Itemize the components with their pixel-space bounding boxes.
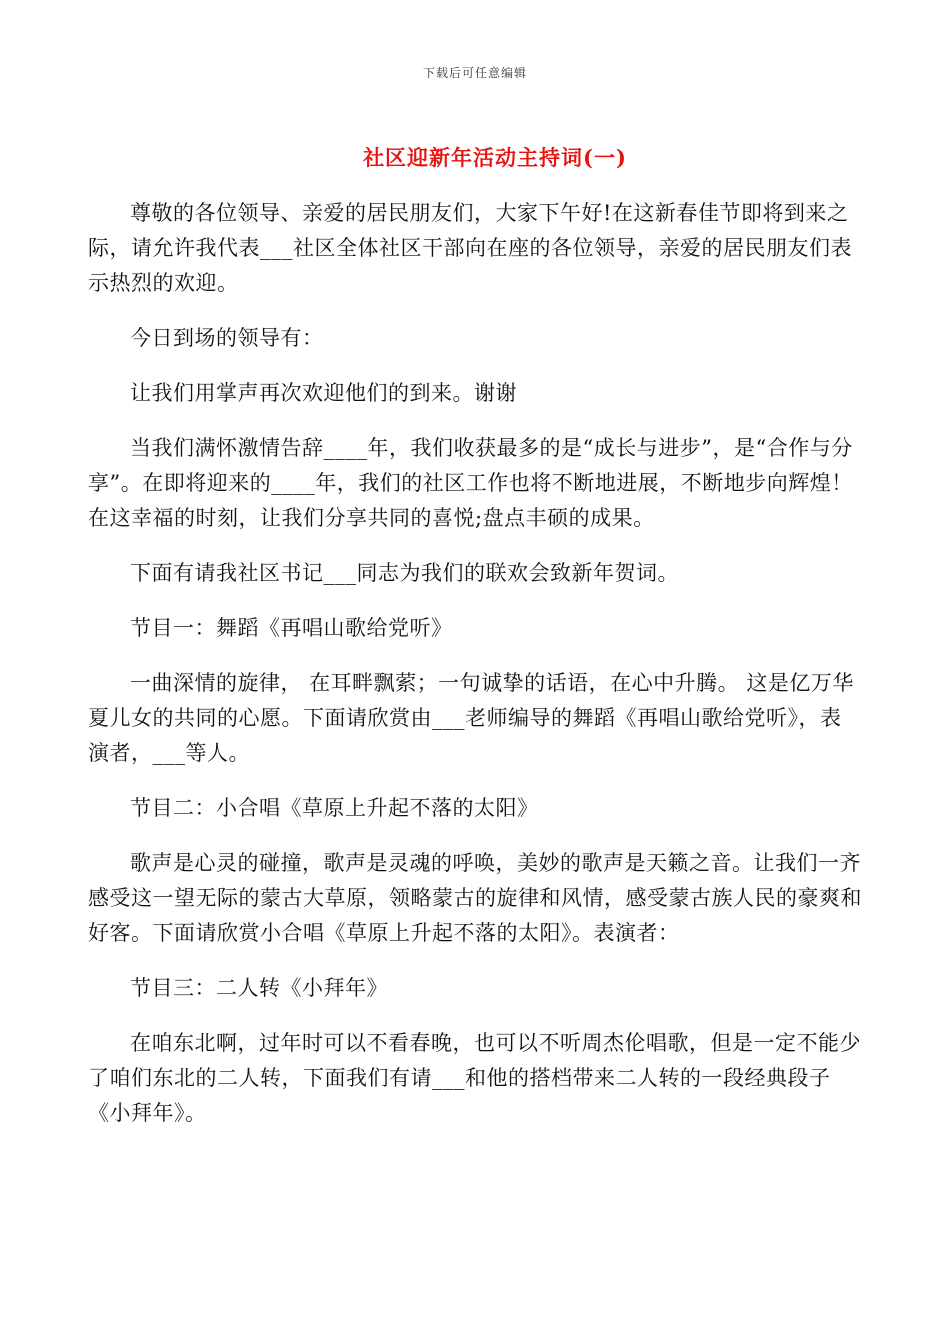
program-one-intro: 一曲深情的旋律， 在耳畔飘萦；一句诚挚的话语，在心中升腾。 这是亿万华夏儿女的共同的心愿。下面请欣赏由___老师编导的舞蹈《再唱山歌给党听》，表演者，___等人。	[88, 671, 854, 765]
program-three-intro: 在咱东北啊，过年时可以不看春晚，也可以不听周杰伦唱歌，但是一定不能少了咱们东北的二人转，下面我们有请___和他的搭档带来二人转的一段经典段子《小拜年》。	[88, 1031, 861, 1125]
program-three-heading: 节目三：二人转《小拜年》	[130, 976, 388, 1000]
paragraph-year-review: 当我们满怀激情告辞____年，我们收获最多的是“成长与进步”，是“合作与分享”。在即将迎来的____年，我们的社区工作也将不断地进展，不断地步向辉煌！在这幸福的时刻，让我们分享共同的喜悦;盘点丰硕的成果。	[88, 436, 853, 530]
paragraph-secretary: 下面有请我社区书记___同志为我们的联欢会致新年贺词。	[130, 561, 679, 585]
program-two-heading: 节目二：小合唱《草原上升起不落的太阳》	[130, 796, 539, 820]
document-title: 社区迎新年活动主持词(一)	[363, 145, 627, 170]
paragraph-leaders: 今日到场的领导有：	[130, 326, 324, 350]
header-note: 下载后可任意编辑	[422, 66, 527, 80]
program-one-heading: 节目一：舞蹈《再唱山歌给党听》	[130, 616, 453, 640]
document-body	[88, 196, 862, 1151]
paragraph-applause: 让我们用掌声再次欢迎他们的到来。谢谢	[130, 381, 517, 405]
paragraph-welcome: 尊敬的各位领导、亲爱的居民朋友们，大家下午好!在这新春佳节即将到来之际，请允许我代表___社区全体社区干部向在座的各位领导，亲爱的居民朋友们表示热烈的欢迎。	[88, 201, 852, 295]
program-two-intro: 歌声是心灵的碰撞，歌声是灵魂的呼唤，美妙的歌声是天籁之音。让我们一齐感受这一望无际的蒙古大草原，领略蒙古的旋律和风情，感受蒙古族人民的豪爽和好客。下面请欣赏小合唱《草原上升起不落的太阳》。表演者：	[88, 851, 862, 945]
